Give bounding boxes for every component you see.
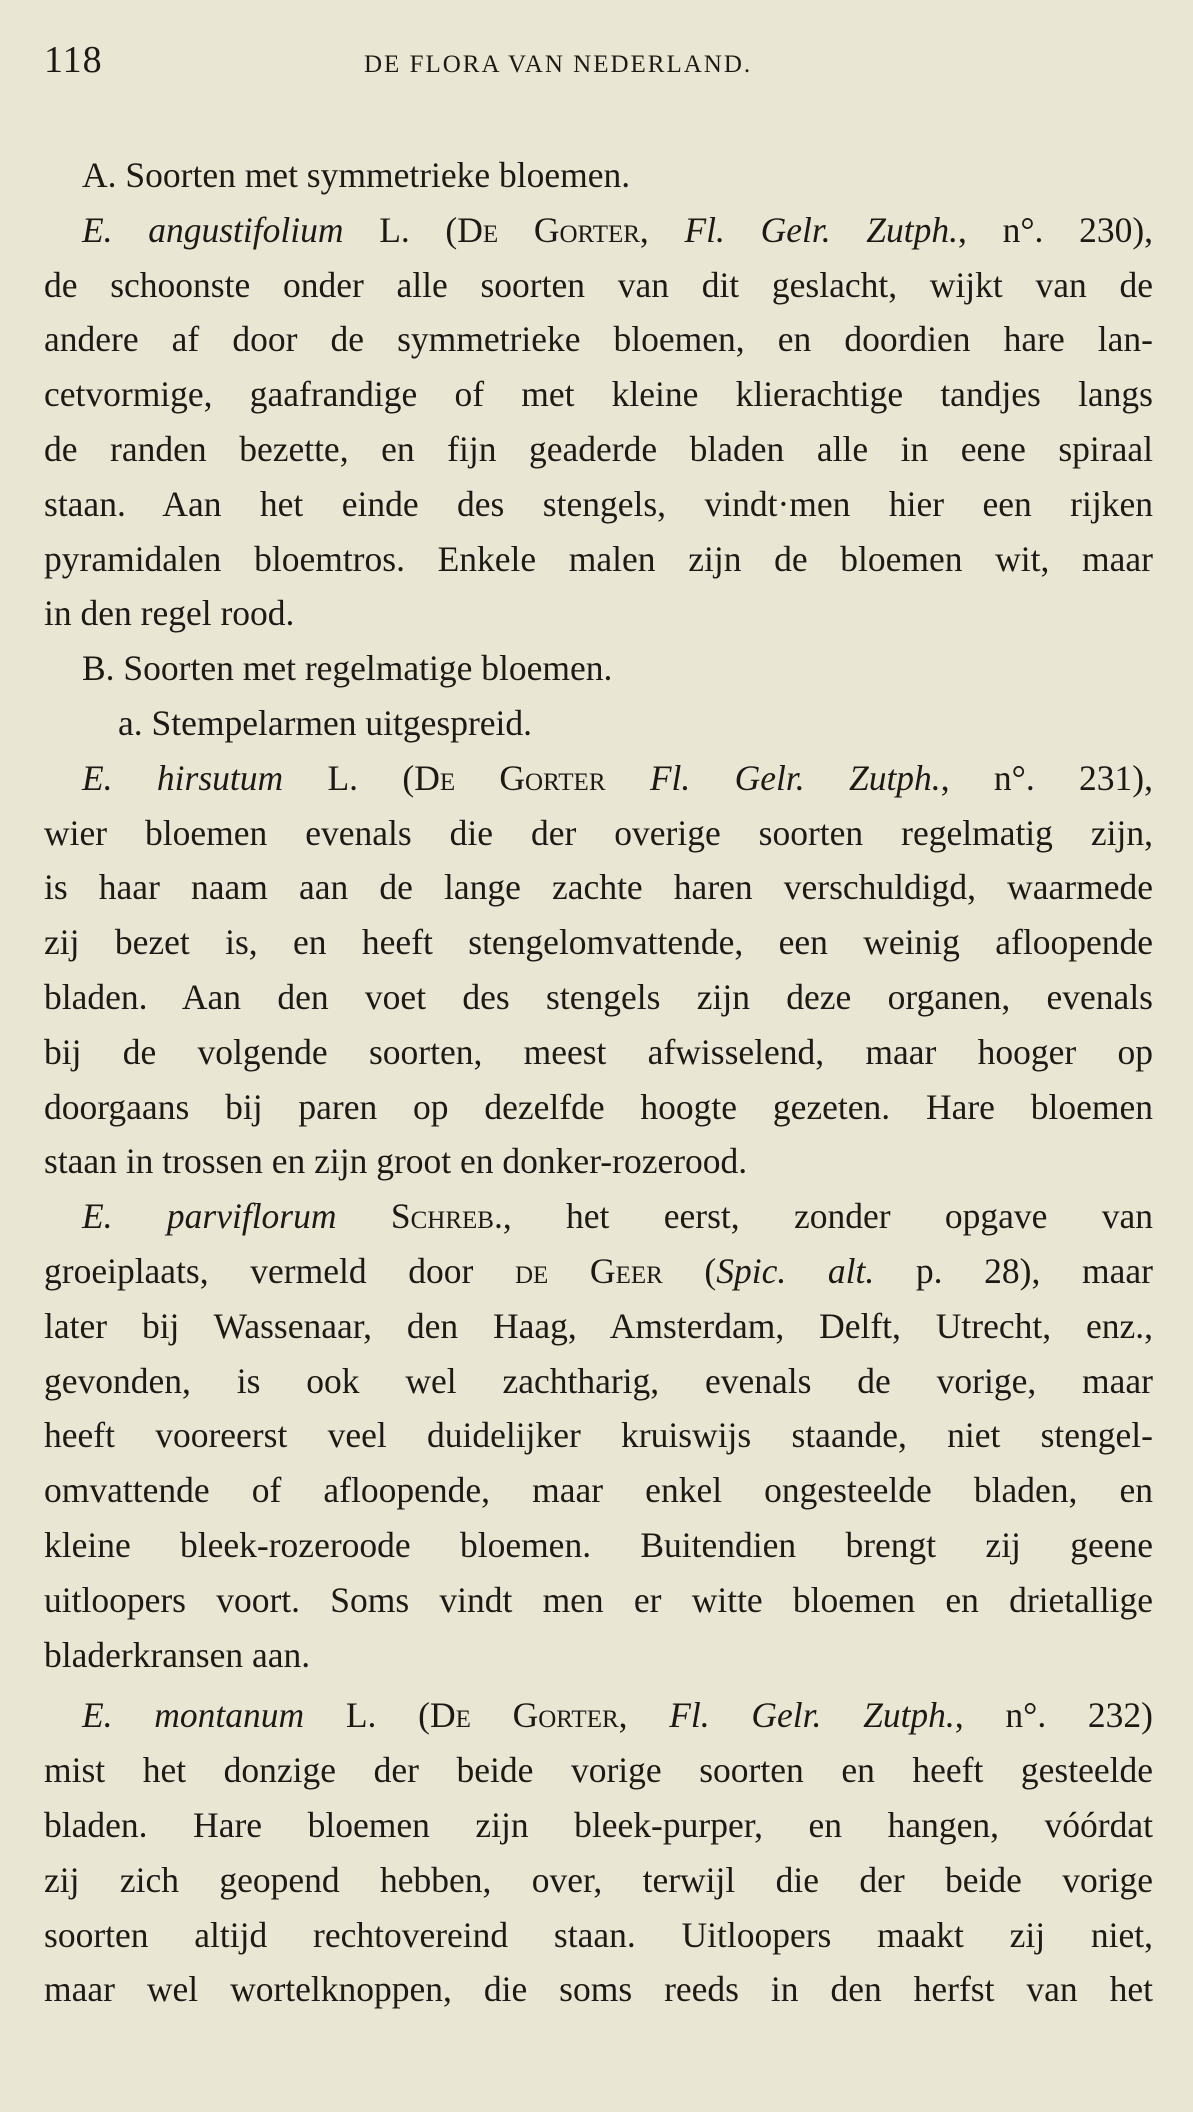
body-text	[44, 148, 1153, 2017]
text-line	[44, 1628, 1153, 1683]
text-line	[44, 641, 1153, 696]
text-segment: pyramidalen bloemtros. Enkele malen zijn de bloemen wit, maar	[44, 538, 1153, 579]
text-line	[44, 1244, 1153, 1299]
text-segment: bij de volgende soorten, meest afwisselend, maar hooger op	[44, 1031, 1153, 1072]
text-line	[44, 1518, 1153, 1573]
text-segment: kleine bleek-rozeroode bloemen. Buitendien brengt zij geene	[44, 1524, 1153, 1565]
text-segment: , n°. 230),	[958, 209, 1154, 250]
text-line	[44, 1688, 1153, 1743]
text-segment: p. 28), maar	[874, 1250, 1153, 1291]
text-segment: mist het donzige der beide vorige soorten en heeft gesteelde	[44, 1750, 1153, 1791]
text-segment: zij zich geopend hebben, over, terwijl die der beide vorige	[44, 1859, 1153, 1900]
text-line	[44, 1573, 1153, 1628]
text-segment: doorgaans bij paren op dezelfde hoogte gezeten. Hare bloemen	[44, 1086, 1153, 1127]
text-line	[44, 1743, 1153, 1798]
smallcaps-text: De Gorter	[414, 757, 606, 798]
text-segment: andere af door de symmetrieke bloemen, en doordien hare lan-	[44, 319, 1153, 360]
page-number: 118	[44, 39, 103, 81]
smallcaps-text: De Gorter	[457, 209, 640, 250]
text-line	[44, 915, 1153, 970]
text-line	[44, 1354, 1153, 1409]
text-segment: wier bloemen evenals die der overige soorten regelmatig zijn,	[44, 812, 1153, 853]
italic-text: E. angustifolium	[82, 209, 344, 250]
text-line	[44, 1134, 1153, 1189]
running-head: DE FLORA VAN NEDERLAND.	[364, 51, 753, 78]
text-segment: ,	[639, 209, 685, 250]
text-segment: bladen. Hare bloemen zijn bleek-purper, en hangen, vóórdat	[44, 1804, 1153, 1845]
italic-text: E. hirsutum	[82, 757, 284, 798]
text-segment	[606, 758, 650, 798]
text-line	[44, 1025, 1153, 1080]
text-segment: L. (	[343, 209, 458, 250]
text-line	[44, 1463, 1153, 1518]
smallcaps-text: Schreb.	[390, 1196, 503, 1237]
text-segment: bladen. Aan den voet des stengels zijn deze organen, evenals	[44, 976, 1153, 1017]
text-line	[44, 1962, 1153, 2017]
text-line	[44, 1408, 1153, 1463]
italic-text: E. parviflorum	[82, 1196, 337, 1237]
text-segment: cetvormige, gaafrandige of met kleine klierachtige tandjes langs	[44, 374, 1153, 415]
text-segment: , het eerst, zonder opgave van	[502, 1196, 1153, 1237]
text-segment: groeiplaats, vermeld door	[44, 1250, 515, 1291]
text-segment: uitloopers voort. Soms vindt men er witte bloemen en drietallige	[44, 1579, 1153, 1620]
text-line	[44, 532, 1153, 587]
text-line	[44, 1080, 1153, 1135]
text-line	[44, 1853, 1153, 1908]
text-segment: , n°. 231),	[940, 757, 1153, 798]
italic-text: E. montanum	[82, 1695, 305, 1736]
text-segment: staan. Aan het einde des stengels, vindt·men hier een rijken	[44, 483, 1153, 524]
italic-text: Spic. alt.	[716, 1250, 875, 1291]
text-line	[44, 860, 1153, 915]
text-line	[44, 970, 1153, 1025]
text-segment: staan in trossen en zijn groot en donker-rozerood.	[44, 1141, 748, 1182]
text-line	[44, 1798, 1153, 1853]
text-segment: in den regel rood.	[44, 593, 295, 634]
text-line	[44, 258, 1153, 313]
text-segment: de schoonste onder alle soorten van dit geslacht, wijkt van de	[44, 264, 1153, 305]
text-line	[44, 367, 1153, 422]
text-segment: gevonden, is ook wel zachtharig, evenals de vorige, maar	[44, 1360, 1153, 1401]
text-segment: L. (	[304, 1695, 430, 1736]
text-line	[44, 1908, 1153, 1963]
text-line	[44, 477, 1153, 532]
text-line	[44, 312, 1153, 367]
text-line	[44, 1189, 1153, 1244]
italic-text: Fl. Gelr. Zutph.	[649, 757, 941, 798]
text-segment: a. Stempelarmen uitgespreid.	[118, 702, 533, 743]
text-segment: zij bezet is, en heeft stengelomvattende, een weinig afloopende	[44, 922, 1153, 963]
text-segment	[337, 1196, 391, 1236]
text-segment: soorten altijd rechtovereind staan. Uitloopers maakt zij niet,	[44, 1914, 1153, 1955]
italic-text: Fl. Gelr. Zutph.	[669, 1695, 955, 1736]
text-line	[44, 148, 1153, 203]
text-segment: L. (	[283, 757, 415, 798]
text-segment: , n°. 232)	[954, 1695, 1153, 1736]
text-line	[44, 751, 1153, 806]
text-segment: heeft vooreerst veel duidelijker kruiswijs staande, niet stengel-	[44, 1415, 1153, 1456]
text-segment: A. Soorten met symmetrieke bloemen.	[82, 155, 631, 195]
text-line	[44, 1299, 1153, 1354]
smallcaps-text: De Gorter	[429, 1695, 619, 1736]
text-segment: omvattende of afloopende, maar enkel ongesteelde bladen, en	[44, 1470, 1153, 1511]
text-segment: bladerkransen aan.	[44, 1634, 311, 1675]
smallcaps-text: de Geer	[514, 1250, 663, 1291]
text-segment: de randen bezette, en fijn geaderde bladen alle in eene spiraal	[44, 428, 1153, 469]
text-line	[44, 696, 1153, 751]
italic-text: Fl. Gelr. Zutph.	[684, 209, 959, 250]
text-line	[44, 806, 1153, 861]
text-line	[44, 422, 1153, 477]
text-line	[44, 586, 1153, 641]
text-segment: later bij Wassenaar, den Haag, Amsterdam, Delft, Utrecht, enz.,	[44, 1305, 1153, 1346]
text-segment: ,	[618, 1695, 670, 1736]
text-line	[44, 203, 1153, 258]
text-segment: is haar naam aan de lange zachte haren verschuldigd, waarmede	[44, 867, 1153, 908]
text-segment: (	[662, 1250, 717, 1291]
page-header	[44, 38, 1153, 94]
text-segment: B. Soorten met regelmatige bloemen.	[82, 648, 613, 689]
text-segment: maar wel wortelknoppen, die soms reeds in den herfst van het	[44, 1969, 1153, 2010]
